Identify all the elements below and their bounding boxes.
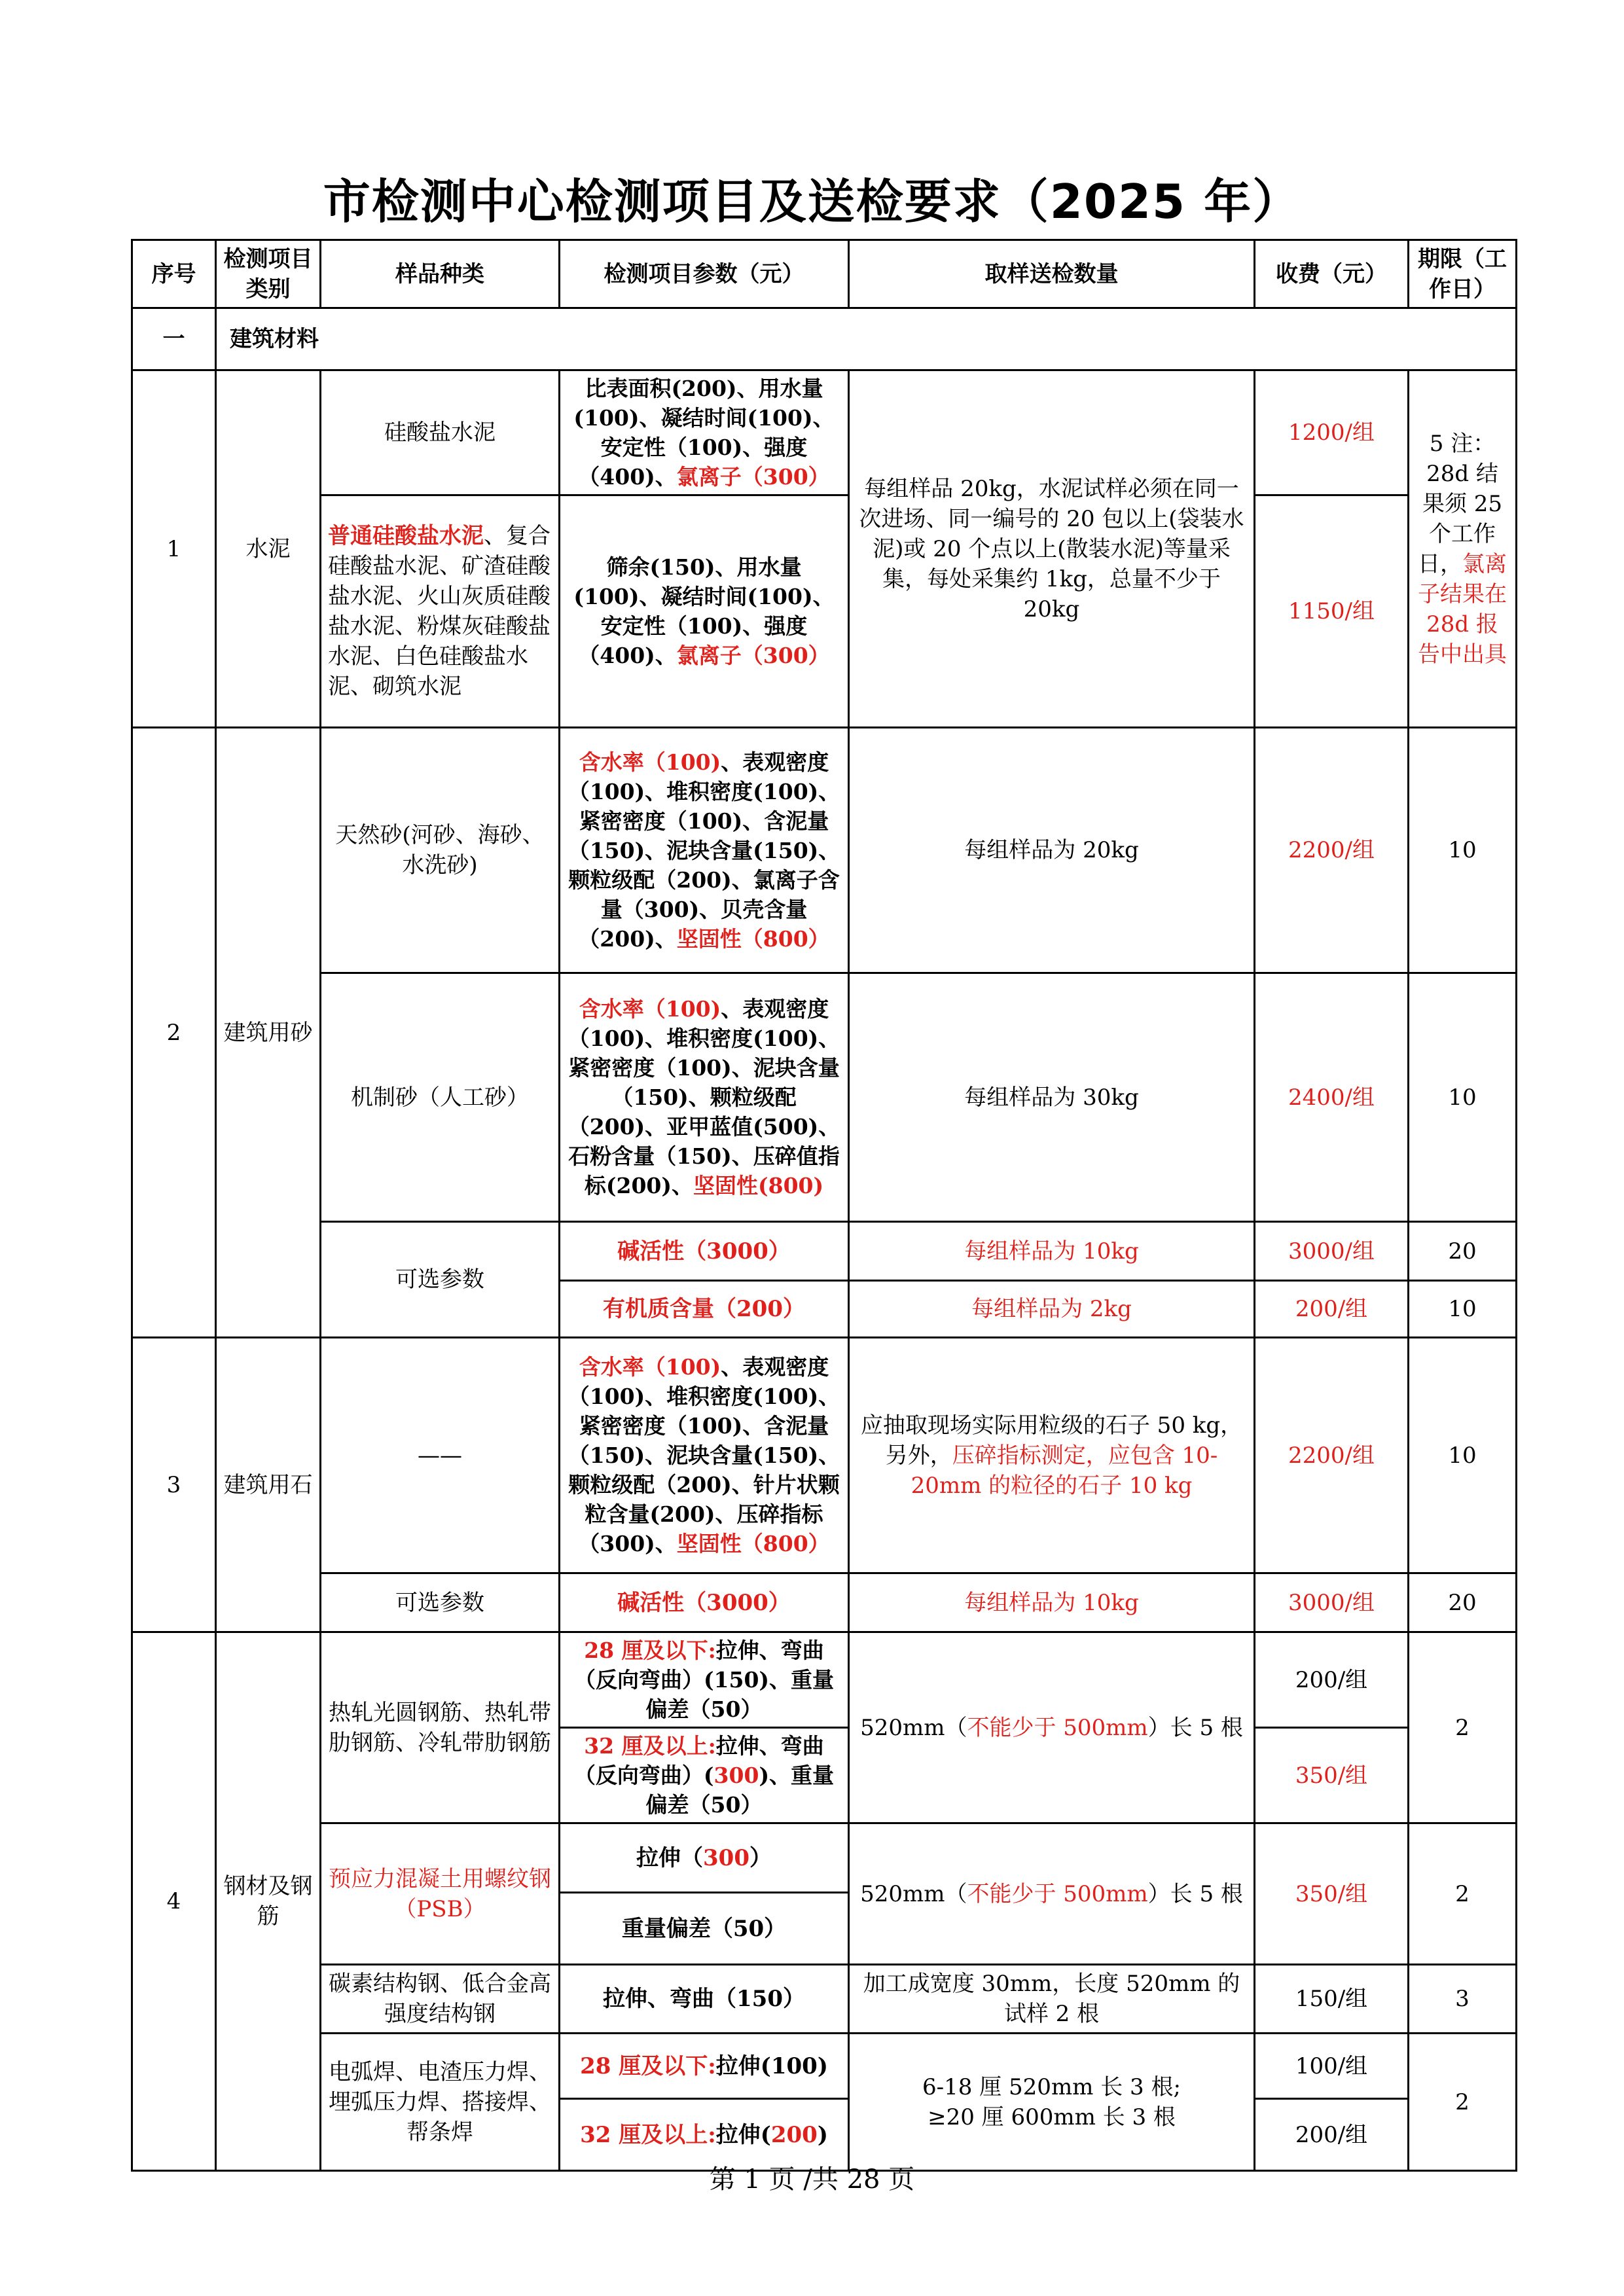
fee-cell: 200/组 <box>1255 2099 1409 2171</box>
param-text: 拉伸( <box>715 2121 771 2148</box>
row-seq: 3 <box>132 1338 216 1632</box>
period-cell: 20 <box>1409 1222 1517 1281</box>
param-text: ) <box>817 2121 828 2148</box>
period-cell: 2 <box>1409 1632 1517 1823</box>
sample-cell: 可选参数 <box>321 1222 560 1338</box>
row-seq: 4 <box>132 1632 216 2171</box>
header-sample: 样品种类 <box>321 240 560 308</box>
period-cell: 2 <box>1409 2034 1517 2171</box>
period-cell <box>1409 370 1517 728</box>
header-params: 检测项目参数（元） <box>560 240 849 308</box>
inspection-table <box>131 239 1517 2172</box>
param-highlight: 32 厘及以上: <box>580 2121 716 2148</box>
param-highlight: 坚固性（800） <box>676 925 830 952</box>
period-text: 5 注：28d 结果须 25 个工作日， <box>1418 430 1503 577</box>
params-cell: 碱活性（3000） <box>560 1222 849 1281</box>
period-cell: 2 <box>1409 1823 1517 1965</box>
sample-cell: 预应力混凝土用螺纹钢（PSB） <box>321 1823 560 1965</box>
table-row <box>132 1823 1517 1893</box>
header-period: 期限（工作日） <box>1409 240 1517 308</box>
params-cell <box>560 495 849 728</box>
param-text: 比表面积(200)、用水量(100)、凝结时间(100)、安定性（100)、强度（400)、 <box>573 376 835 490</box>
table-row <box>132 2034 1517 2099</box>
param-text: 、表观密度（100)、堆积密度(100)、紧密密度（100)、泥块含量（150)、颗粒级配（200)、亚甲蓝值(500)、石粉含量（150)、压碎值指标(200)、 <box>568 996 840 1198</box>
sample-cell: 热轧光圆钢筋、热轧带肋钢筋、冷轧带肋钢筋 <box>321 1632 560 1823</box>
table-row <box>132 728 1517 973</box>
sample-highlight: 普通硅酸盐水泥 <box>328 523 484 549</box>
param-text: 拉伸、弯曲（反向弯曲）(150)、重量偏差（50） <box>573 1638 835 1722</box>
header-category: 检测项目类别 <box>216 240 321 308</box>
fee-cell: 350/组 <box>1255 1823 1409 1965</box>
fee-cell: 200/组 <box>1255 1632 1409 1728</box>
params-cell <box>560 728 849 973</box>
quantity-cell: 每组样品为 2kg <box>849 1281 1255 1338</box>
table-row <box>132 1573 1517 1632</box>
table-row <box>132 1338 1517 1573</box>
quantity-text: 520mm（ <box>860 1714 967 1741</box>
section-row <box>132 308 1517 370</box>
param-highlight: 坚固性（800） <box>676 1531 830 1556</box>
page-number: 第 1 页 /共 28 页 <box>709 2164 915 2195</box>
row-category: 建筑用砂 <box>216 728 321 1338</box>
fee-cell: 350/组 <box>1255 1728 1409 1823</box>
param-highlight: 含水率（100) <box>579 996 721 1022</box>
param-highlight: 32 厘及以上: <box>584 1733 716 1759</box>
params-cell <box>560 2034 849 2099</box>
table-row <box>132 1222 1517 1281</box>
sample-cell <box>321 495 560 728</box>
row-category: 建筑用石 <box>216 1338 321 1632</box>
params-cell: 碱活性（3000） <box>560 1573 849 1632</box>
header-seq: 序号 <box>132 240 216 308</box>
params-cell: 有机质含量（200） <box>560 1281 849 1338</box>
quantity-cell <box>849 1823 1255 1965</box>
fee-cell: 100/组 <box>1255 2034 1409 2099</box>
quantity-highlight: 不能少于 500mm <box>967 1880 1148 1907</box>
sample-cell: 可选参数 <box>321 1573 560 1632</box>
quantity-text: 应抽取现场实际用粒级的石子 50 kg，另外， <box>860 1412 1243 1469</box>
quantity-cell: 每组样品为 10kg <box>849 1222 1255 1281</box>
params-cell: 重量偏差（50） <box>560 1893 849 1965</box>
sample-cell: 碳素结构钢、低合金高强度结构钢 <box>321 1965 560 2034</box>
quantity-line: ≥20 厘 600mm 长 3 根 <box>928 2104 1176 2130</box>
param-highlight: 氯离子（300） <box>676 643 830 668</box>
param-highlight: 28 厘及以下: <box>584 1638 716 1663</box>
quantity-cell: 每组样品为 20kg <box>849 728 1255 973</box>
fee-cell: 150/组 <box>1255 1965 1409 2034</box>
quantity-text: 520mm（ <box>860 1880 967 1907</box>
param-text: 拉伸、弯曲（反向弯曲）( <box>573 1733 824 1788</box>
param-text: 、表观密度（100)、堆积密度(100)、紧密密度（100)、含泥量（150)、泥块含量(150)、颗粒级配（200)、氯离子含量（300)、贝壳含量（200)、 <box>568 749 840 952</box>
quantity-highlight: 不能少于 500mm <box>967 1714 1148 1741</box>
fee-cell: 2400/组 <box>1255 973 1409 1222</box>
page-title: 市检测中心检测项目及送检要求（2025 年） <box>323 174 1301 229</box>
param-highlight: 含水率（100) <box>579 1354 721 1380</box>
sample-cell: 电弧焊、电渣压力焊、埋弧压力焊、搭接焊、帮条焊 <box>321 2034 560 2171</box>
quantity-cell <box>849 2034 1255 2171</box>
sample-cell: 天然砂(河砂、海砂、水洗砂) <box>321 728 560 973</box>
quantity-line: 6-18 厘 520mm 长 3 根; <box>922 2073 1181 2100</box>
period-cell: 3 <box>1409 1965 1517 2034</box>
fee-cell: 2200/组 <box>1255 728 1409 973</box>
param-highlight: 300 <box>713 1763 759 1788</box>
fee-cell: 1150/组 <box>1255 495 1409 728</box>
header-fee: 收费（元） <box>1255 240 1409 308</box>
table-row <box>132 1632 1517 1728</box>
section-seq: 一 <box>132 308 216 370</box>
fee-cell: 3000/组 <box>1255 1573 1409 1632</box>
quantity-cell: 每组样品为 10kg <box>849 1573 1255 1632</box>
params-cell <box>560 1632 849 1728</box>
params-cell <box>560 1728 849 1823</box>
period-cell: 10 <box>1409 1338 1517 1573</box>
quantity-cell <box>849 1338 1255 1573</box>
period-highlight: 氯离子结果在 28d 报告中出具 <box>1418 550 1507 668</box>
table-row <box>132 495 1517 728</box>
param-highlight: 氯离子（300） <box>676 464 830 490</box>
param-highlight: 300 <box>703 1844 749 1871</box>
param-text: ） <box>749 1844 772 1871</box>
param-text: )、重量偏差（50） <box>645 1763 835 1818</box>
quantity-text: ）长 5 根 <box>1147 1880 1243 1907</box>
row-seq: 1 <box>132 370 216 728</box>
fee-cell: 3000/组 <box>1255 1222 1409 1281</box>
row-seq: 2 <box>132 728 216 1338</box>
quantity-cell <box>849 1632 1255 1823</box>
param-text: 、表观密度（100)、堆积密度(100)、紧密密度（100)、含泥量（150)、泥块含量(150)、颗粒级配（200)、针片状颗粒含量(200)、压碎指标（300)、 <box>568 1354 840 1556</box>
sample-cell: 硅酸盐水泥 <box>321 370 560 495</box>
params-cell <box>560 973 849 1222</box>
sample-cell: —— <box>321 1338 560 1573</box>
param-text: 筛余(150)、用水量(100)、凝结时间(100)、安定性（100)、强度（400)、 <box>573 554 835 668</box>
row-category: 水泥 <box>216 370 321 728</box>
sample-text: 、复合硅酸盐水泥、矿渣硅酸盐水泥、火山灰质硅酸盐水泥、粉煤灰硅酸盐水泥、白色硅酸盐水泥、砌筑水泥 <box>328 523 550 700</box>
quantity-cell: 每组样品 20kg，水泥试样必须在同一次进场、同一编号的 20 包以上(袋装水泥)或 20 个点以上(散装水泥)等量采集，每处采集约 1kg，总量不少于 20kg <box>849 370 1255 728</box>
period-cell: 10 <box>1409 973 1517 1222</box>
period-cell: 10 <box>1409 1281 1517 1338</box>
header-row <box>132 240 1517 308</box>
section-label: 建筑材料 <box>216 308 1517 370</box>
fee-cell: 2200/组 <box>1255 1338 1409 1573</box>
period-cell: 20 <box>1409 1573 1517 1632</box>
row-category: 钢材及钢筋 <box>216 1632 321 2171</box>
quantity-cell: 加工成宽度 30mm，长度 520mm 的试样 2 根 <box>849 1965 1255 2034</box>
param-text: 拉伸（ <box>636 1844 703 1871</box>
quantity-cell: 每组样品为 30kg <box>849 973 1255 1222</box>
table-row <box>132 973 1517 1222</box>
params-cell <box>560 1823 849 1893</box>
params-cell <box>560 1338 849 1573</box>
params-cell: 拉伸、弯曲（150） <box>560 1965 849 2034</box>
param-highlight: 坚固性(800) <box>693 1173 824 1198</box>
period-cell: 10 <box>1409 728 1517 973</box>
fee-cell: 1200/组 <box>1255 370 1409 495</box>
header-quantity: 取样送检数量 <box>849 240 1255 308</box>
table-row <box>132 1965 1517 2034</box>
quantity-highlight: 压碎指标测定，应包含 10-20mm 的粒径的石子 10 kg <box>911 1442 1218 1499</box>
params-cell <box>560 370 849 495</box>
param-highlight: 含水率（100) <box>579 749 721 775</box>
fee-cell: 200/组 <box>1255 1281 1409 1338</box>
sample-cell: 机制砂（人工砂） <box>321 973 560 1222</box>
param-highlight: 200 <box>770 2121 818 2148</box>
param-highlight: 28 厘及以下: <box>580 2053 716 2079</box>
table-row <box>132 370 1517 495</box>
quantity-text: ）长 5 根 <box>1147 1714 1243 1741</box>
param-text: 拉伸(100) <box>715 2053 828 2079</box>
